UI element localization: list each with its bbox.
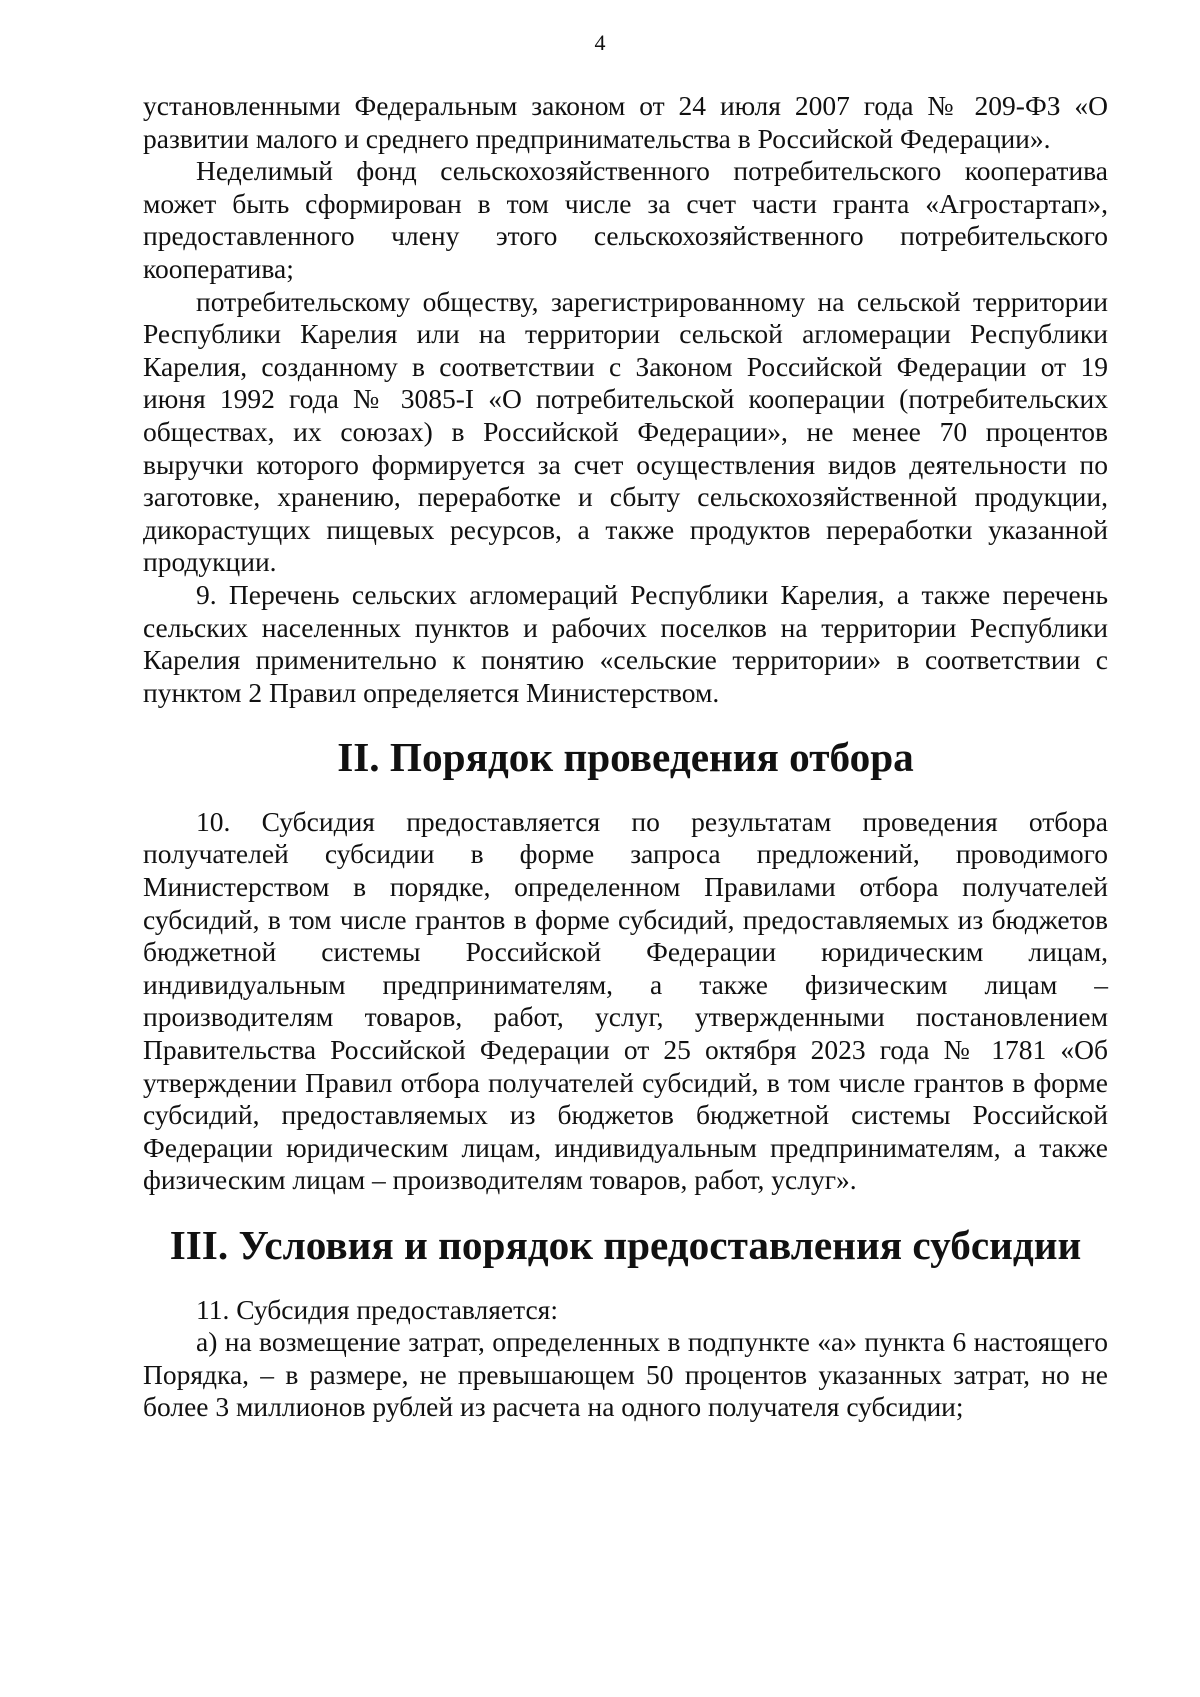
paragraph-item-9: 9. Перечень сельских агломераций Республики Карелия, а также перечень сельских населенных пунктов и рабочих поселков на территории Республики Карелия применительно к понятию «сельские территории» в соответствии с пунктом 2 Правил определяется Министерством. bbox=[143, 578, 1108, 708]
paragraph-consumer-society: потребительскому обществу, зарегистрированному на сельской территории Республики Карелия или на территории сельской агломерации Республики Карелия, созданному в соответствии с Законом Российской Федерации от 19 июня 1992 года № 3085-I «О потребительской кооперации (потребительских обществах, их союзах) в Российской Федерации», не менее 70 процентов выручки которого формируется за счет осуществления видов деятельности по заготовке, хранению, переработке и сбыту сельскохозяйственной продукции, дикорастущих пищевых ресурсов, а также продуктов переработки указанной продукции. bbox=[143, 285, 1108, 578]
paragraph-indivisible-fund: Неделимый фонд сельскохозяйственного потребительского кооператива может быть сформирован в том числе за счет части гранта «Агростартап», предоставленного члену этого сельскохозяйственного потребительского кооператива; bbox=[143, 155, 1108, 284]
page-number: 4 bbox=[594, 30, 606, 55]
section-heading-2: II. Порядок проведения отбора bbox=[337, 734, 914, 781]
paragraph-continuation: установленными Федеральным законом от 24 июля 2007 года № 209-ФЗ «О развитии малого и среднего предпринимательства в Российской Федерации». bbox=[143, 90, 1108, 154]
paragraph-item-11: 11. Субсидия предоставляется: bbox=[196, 1293, 558, 1325]
paragraph-item-11a: а) на возмещение затрат, определенных в подпункте «а» пункта 6 настоящего Порядка, – в размере, не превышающем 50 процентов указанных затрат, но не более 3 миллионов рублей из расчета на одного получателя субсидии; bbox=[143, 1326, 1108, 1423]
document-body bbox=[143, 90, 1108, 1424]
paragraph-item-10: 10. Субсидия предоставляется по результатам проведения отбора получателей субсидии в форме запроса предложений, проводимого Министерством в порядке, определенном Правилами отбора получателей субсидий, в том числе грантов в форме субсидий, предоставляемых из бюджетов бюджетной системы Российской Федерации юридическим лицам, индивидуальным предпринимателям, а также физическим лицам – производителям товаров, работ, услуг, утвержденными постановлением Правительства Российской Федерации от 25 октября 2023 года № 1781 «Об утверждении Правил отбора получателей субсидий, в том числе грантов в форме субсидий, предоставляемых из бюджетов бюджетной системы Российской Федерации юридическим лицам, индивидуальным предпринимателям, а также физическим лицам – производителям товаров, работ, услуг». bbox=[143, 805, 1108, 1196]
section-heading-3: III. Условия и порядок предоставления субсидии bbox=[169, 1222, 1082, 1268]
